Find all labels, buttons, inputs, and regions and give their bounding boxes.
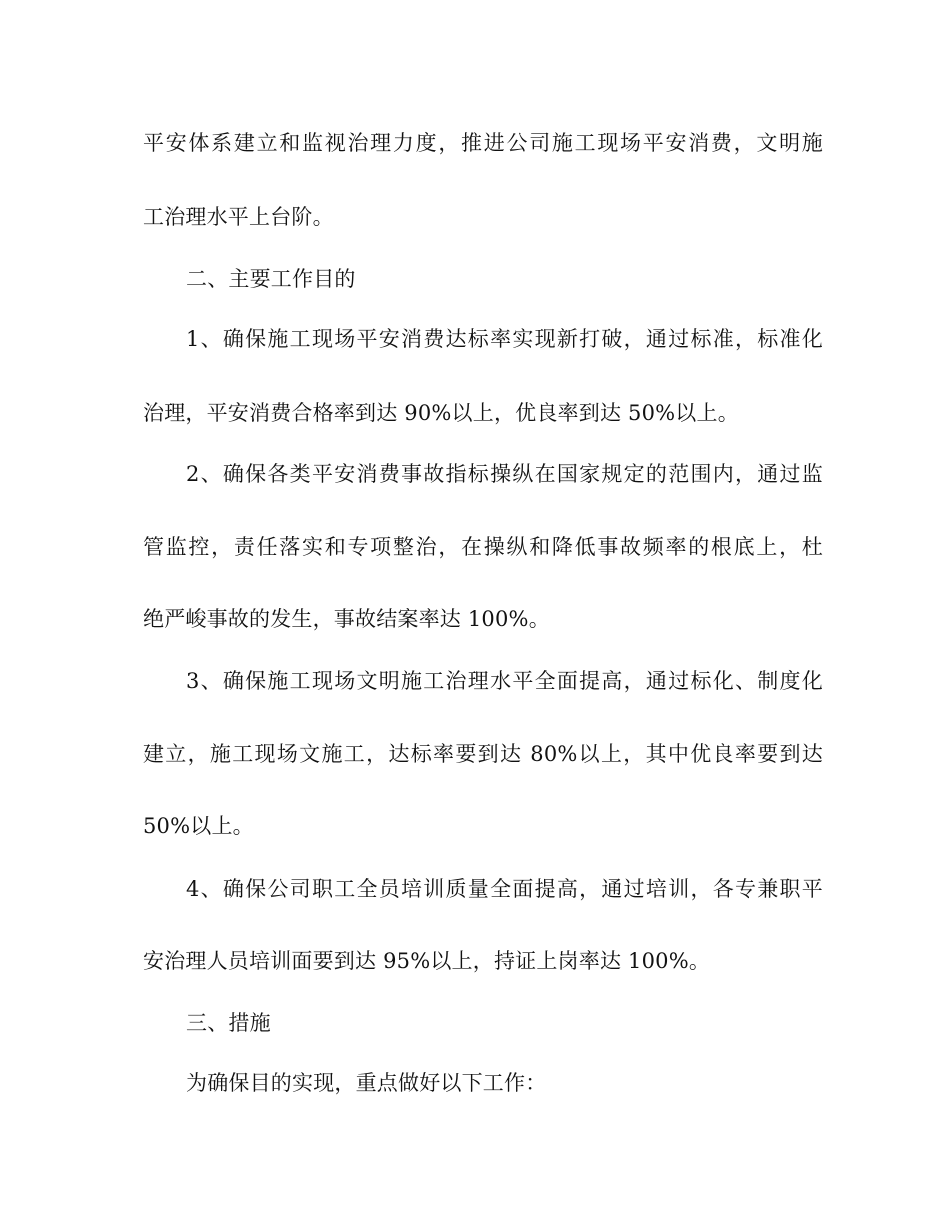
paragraph-line: 工治理水平上台阶。 [143, 205, 334, 229]
paragraph-line: 3、确保施工现场文明施工治理水平全面提高，通过标化、制度化 [186, 669, 823, 693]
paragraph-line: 平安体系建立和监视治理力度，推进公司施工现场平安消费，文明施 [143, 131, 823, 155]
paragraph-line: 绝严峻事故的发生，事故结案率达 100%。 [143, 607, 550, 631]
paragraph-line: 1、确保施工现场平安消费达标率实现新打破，通过标准，标准化 [186, 327, 823, 351]
paragraph-line: 建立，施工现场文施工，达标率要到达 80%以上，其中优良率要到达 [143, 742, 823, 766]
paragraph-line: 2、确保各类平安消费事故指标操纵在国家规定的范围内，通过监 [186, 462, 823, 486]
paragraph-line: 为确保目的实现，重点做好以下工作： [186, 1071, 547, 1095]
paragraph-line: 50%以上。 [143, 814, 254, 838]
paragraph-line: 4、确保公司职工全员培训质量全面提高，通过培训，各专兼职平 [186, 877, 823, 901]
section-heading: 二、主要工作目的 [186, 267, 356, 291]
paragraph-line: 管监控，责任落实和专项整治，在操纵和降低事故频率的根底上，杜 [143, 535, 823, 559]
section-heading: 三、措施 [186, 1011, 271, 1035]
paragraph-line: 安治理人员培训面要到达 95%以上，持证上岗率达 100%。 [143, 949, 711, 973]
paragraph-line: 治理，平安消费合格率到达 90%以上，优良率到达 50%以上。 [143, 401, 739, 425]
